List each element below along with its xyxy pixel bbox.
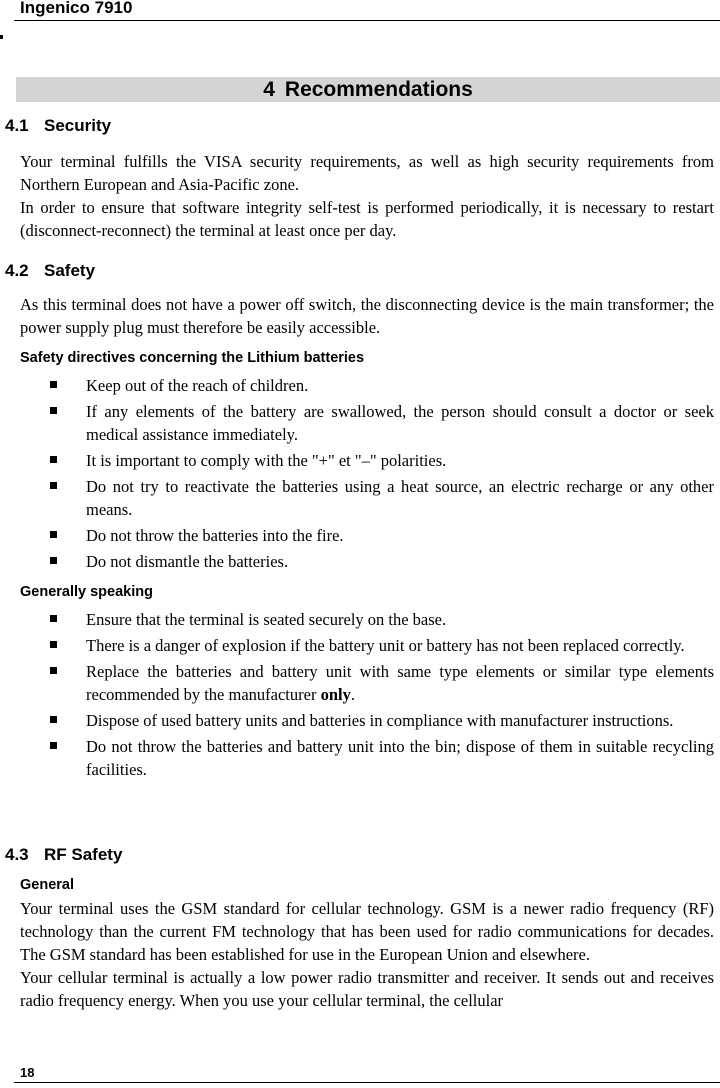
rf-body bbox=[20, 897, 714, 1012]
margin-mark bbox=[0, 35, 3, 39]
list-item-text: Do not try to reactivate the batteries using a heat source, an electric recharge or any other means. bbox=[86, 477, 714, 519]
header-title: Ingenico 7910 bbox=[20, 0, 133, 17]
section-title: RF Safety bbox=[44, 845, 123, 864]
bullet-square-icon bbox=[50, 531, 57, 538]
list-item bbox=[0, 400, 714, 446]
list-item-text: Keep out of the reach of children. bbox=[86, 376, 309, 395]
bullet-square-icon bbox=[50, 456, 57, 463]
page-number: 18 bbox=[20, 1065, 35, 1080]
general-list bbox=[0, 608, 714, 784]
section-number: 4.3 bbox=[5, 845, 29, 864]
list-item bbox=[0, 524, 714, 547]
chapter-number: 4 bbox=[263, 78, 275, 101]
section-heading-safety bbox=[5, 261, 95, 281]
subheading-general: Generally speaking bbox=[20, 584, 153, 600]
paragraph: Your terminal uses the GSM standard for cellular technology. GSM is a newer radio frequency (RF) technology than the current FM technology that has been used for radio communications for decades. The GSM standard has been established for use in the European Union and elsewhere. bbox=[20, 899, 714, 964]
list-item-text: Dispose of used battery units and batteries in compliance with manufacturer instructions. bbox=[86, 711, 674, 730]
list-item-text: Do not throw the batteries and battery unit into the bin; dispose of them in suitable recycling facilities. bbox=[86, 737, 714, 779]
list-item bbox=[0, 634, 714, 657]
list-item bbox=[0, 550, 714, 573]
list-item-text: Do not throw the batteries into the fire. bbox=[86, 526, 344, 545]
bullet-square-icon bbox=[50, 381, 57, 388]
safety-body bbox=[20, 293, 714, 339]
list-item bbox=[0, 449, 714, 472]
bullet-square-icon bbox=[50, 716, 57, 723]
emphasis-only: only bbox=[320, 685, 351, 704]
list-item-text: There is a danger of explosion if the battery unit or battery has not been replaced correctly. bbox=[86, 636, 685, 655]
section-heading-rf-safety bbox=[5, 845, 122, 865]
paragraph: As this terminal does not have a power off switch, the disconnecting device is the main transformer; the power supply plug must therefore be easily accessible. bbox=[20, 295, 714, 337]
section-number: 4.1 bbox=[5, 116, 29, 135]
subheading-rf-general: General bbox=[20, 877, 74, 893]
lithium-list bbox=[0, 374, 714, 576]
list-item bbox=[0, 374, 714, 397]
section-title: Safety bbox=[44, 261, 96, 280]
list-item bbox=[0, 735, 714, 781]
list-item-text-end: . bbox=[350, 685, 355, 704]
section-title: Security bbox=[44, 116, 112, 135]
list-item bbox=[0, 660, 714, 706]
footer-divider bbox=[14, 1082, 720, 1083]
subheading-lithium: Safety directives concerning the Lithium batteries bbox=[20, 350, 365, 366]
bullet-square-icon bbox=[50, 482, 57, 489]
list-item-text: Do not dismantle the batteries. bbox=[86, 552, 289, 571]
chapter-title: Recommendations bbox=[284, 78, 473, 101]
list-item bbox=[0, 475, 714, 521]
list-item-text: If any elements of the battery are swallowed, the person should consult a doctor or seek medical assistance immediately. bbox=[86, 402, 714, 444]
list-item bbox=[0, 608, 714, 631]
list-item bbox=[0, 709, 714, 732]
chapter-heading bbox=[16, 77, 720, 102]
section-number: 4.2 bbox=[5, 261, 29, 280]
paragraph: Your terminal fulfills the VISA security requirements, as well as high security requirements from Northern European and Asia-Pacific zone. bbox=[20, 152, 714, 194]
bullet-square-icon bbox=[50, 557, 57, 564]
section-heading-security bbox=[5, 116, 111, 136]
list-item-text: It is important to comply with the "+" et "–" polarities. bbox=[86, 451, 447, 470]
list-item-text-start: Replace the batteries and battery unit with same type elements or similar type elements recommended by the manufacturer bbox=[86, 662, 714, 704]
bullet-square-icon bbox=[50, 667, 57, 674]
bullet-square-icon bbox=[50, 641, 57, 648]
bullet-square-icon bbox=[50, 407, 57, 414]
bullet-square-icon bbox=[50, 742, 57, 749]
header-divider bbox=[14, 20, 720, 21]
bullet-square-icon bbox=[50, 615, 57, 622]
security-body bbox=[20, 150, 714, 242]
paragraph: Your cellular terminal is actually a low power radio transmitter and receiver. It sends out and receives radio frequency energy. When you use your cellular terminal, the cellular bbox=[20, 968, 714, 1010]
list-item-text: Ensure that the terminal is seated securely on the base. bbox=[86, 610, 447, 629]
paragraph: In order to ensure that software integrity self-test is performed periodically, it is necessary to restart (disconnect-reconnect) the terminal at least once per day. bbox=[20, 198, 714, 240]
